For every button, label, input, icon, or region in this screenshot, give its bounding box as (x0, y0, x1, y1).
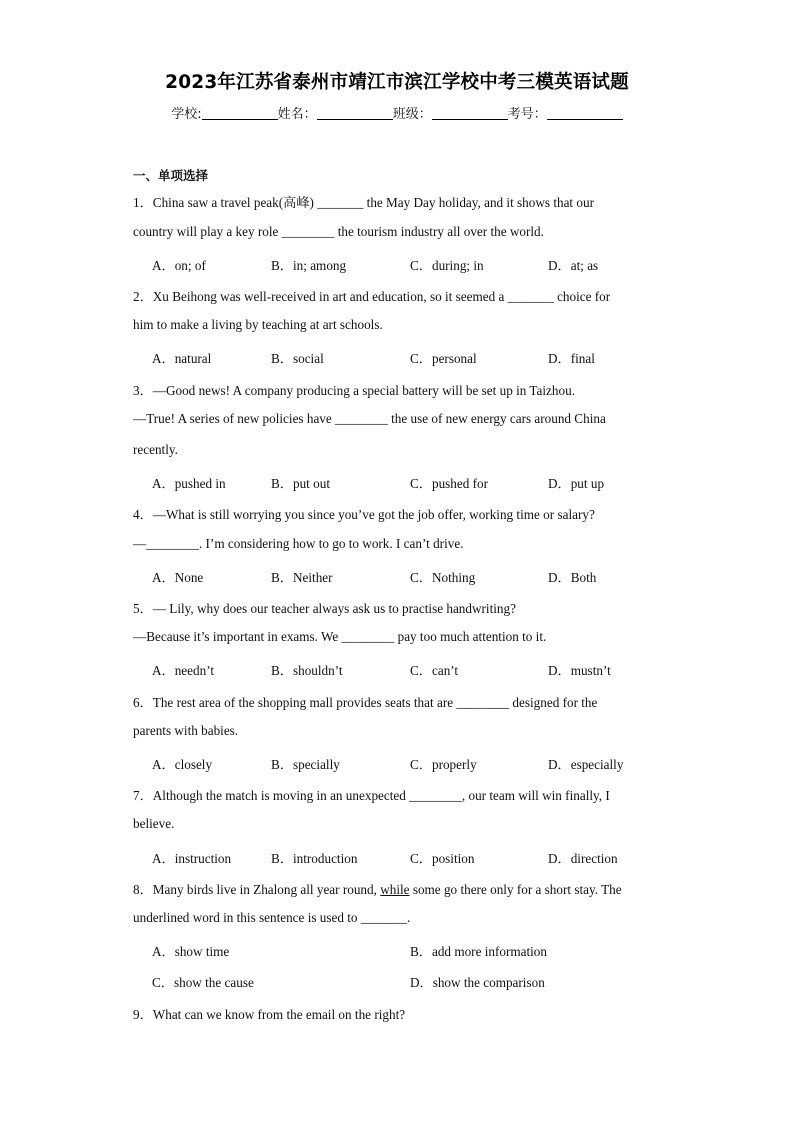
q7-option-a[interactable]: A．instruction (152, 851, 232, 866)
question-8-line-2: underlined word in this sentence is used to _______. (133, 910, 411, 925)
class-label: 班级： (392, 107, 432, 122)
school-field[interactable] (202, 106, 278, 120)
question-9-line-1: 9．What can we know from the email on the right? (133, 1007, 406, 1022)
section-heading: 一、单项选择 (133, 168, 209, 183)
q8-text-after: some go there only for a short stay. The (409, 882, 622, 897)
question-6-line-1: 6．The rest area of the shopping mall provides seats that are ________ designed for the (133, 695, 598, 710)
student-info-row (0, 103, 794, 122)
question-3-line-3: recently. (133, 442, 178, 457)
q4-option-c[interactable]: C．Nothing (410, 570, 476, 585)
q7-option-c[interactable]: C．position (410, 851, 475, 866)
q2-option-b[interactable]: B．social (271, 351, 324, 366)
q8-option-d[interactable]: D．show the comparison (410, 975, 545, 990)
name-field[interactable] (317, 106, 393, 120)
name-label: 姓名： (277, 107, 317, 122)
question-2-line-2: him to make a living by teaching at art schools. (133, 317, 383, 332)
q7-option-d[interactable]: D．direction (548, 851, 618, 866)
question-8-line-1 (133, 879, 622, 898)
q3-option-d[interactable]: D．put up (548, 476, 605, 491)
q1-option-d[interactable]: D．at; as (548, 258, 599, 273)
q5-option-b[interactable]: B．shouldn’t (271, 663, 343, 678)
q5-option-a[interactable]: A．needn’t (152, 663, 215, 678)
q4-option-d[interactable]: D．Both (548, 570, 597, 585)
q6-option-a[interactable]: A．closely (152, 757, 213, 772)
school-label: 学校: (171, 107, 202, 122)
page-title: 2023年江苏省泰州市靖江市滨江学校中考三模英语试题 (165, 72, 629, 93)
q8-text-before: 8．Many birds live in Zhalong all year round, (133, 882, 381, 897)
q5-option-d[interactable]: D．mustn’t (548, 663, 611, 678)
q8-underlined-word: while (380, 882, 410, 897)
q3-option-c[interactable]: C．pushed for (410, 476, 489, 491)
question-3-line-1: 3．—Good news! A company producing a special battery will be set up in Taizhou. (133, 383, 575, 398)
q4-option-a[interactable]: A．None (152, 570, 204, 585)
class-field[interactable] (432, 106, 508, 120)
q6-option-b[interactable]: B．specially (271, 757, 340, 772)
q2-option-a[interactable]: A．natural (152, 351, 212, 366)
number-label: 考号： (507, 107, 547, 122)
q8-option-c[interactable]: C．show the cause (152, 975, 254, 990)
q8-option-a[interactable]: A．show time (152, 944, 230, 959)
q1-option-c[interactable]: C．during; in (410, 258, 484, 273)
q6-option-d[interactable]: D．especially (548, 757, 624, 772)
q2-option-c[interactable]: C．personal (410, 351, 477, 366)
q2-option-d[interactable]: D．final (548, 351, 595, 366)
q5-option-c[interactable]: C．can’t (410, 663, 459, 678)
q6-option-c[interactable]: C．properly (410, 757, 477, 772)
question-4-line-1: 4．—What is still worrying you since you’ve got the job offer, working time or salary? (133, 507, 595, 522)
q7-option-b[interactable]: B．introduction (271, 851, 358, 866)
q8-option-b[interactable]: B．add more information (410, 944, 547, 959)
q3-option-b[interactable]: B．put out (271, 476, 330, 491)
q4-option-b[interactable]: B．Neither (271, 570, 333, 585)
question-4-line-2: —________. I’m considering how to go to work. I can’t drive. (133, 536, 464, 551)
question-5-line-2: —Because it’s important in exams. We ________ pay too much attention to it. (133, 629, 547, 644)
question-1-line-2: country will play a key role ________ the tourism industry all over the world. (133, 224, 544, 239)
q3-option-a[interactable]: A．pushed in (152, 476, 226, 491)
number-field[interactable] (547, 106, 623, 120)
question-7-line-2: believe. (133, 816, 175, 831)
question-6-line-2: parents with babies. (133, 723, 239, 738)
question-3-line-2: —True! A series of new policies have ________ the use of new energy cars around China (133, 411, 606, 426)
question-2-line-1: 2．Xu Beihong was well-received in art and education, so it seemed a _______ choice for (133, 289, 611, 304)
q1-option-a[interactable]: A．on; of (152, 258, 206, 273)
question-7-line-1: 7．Although the match is moving in an unexpected ________, our team will win finally, I (133, 788, 610, 803)
q1-option-b[interactable]: B．in; among (271, 258, 347, 273)
question-5-line-1: 5．— Lily, why does our teacher always ask us to practise handwriting? (133, 601, 516, 616)
question-1-line-1: 1．China saw a travel peak(高峰) _______ the May Day holiday, and it shows that our (133, 195, 594, 210)
